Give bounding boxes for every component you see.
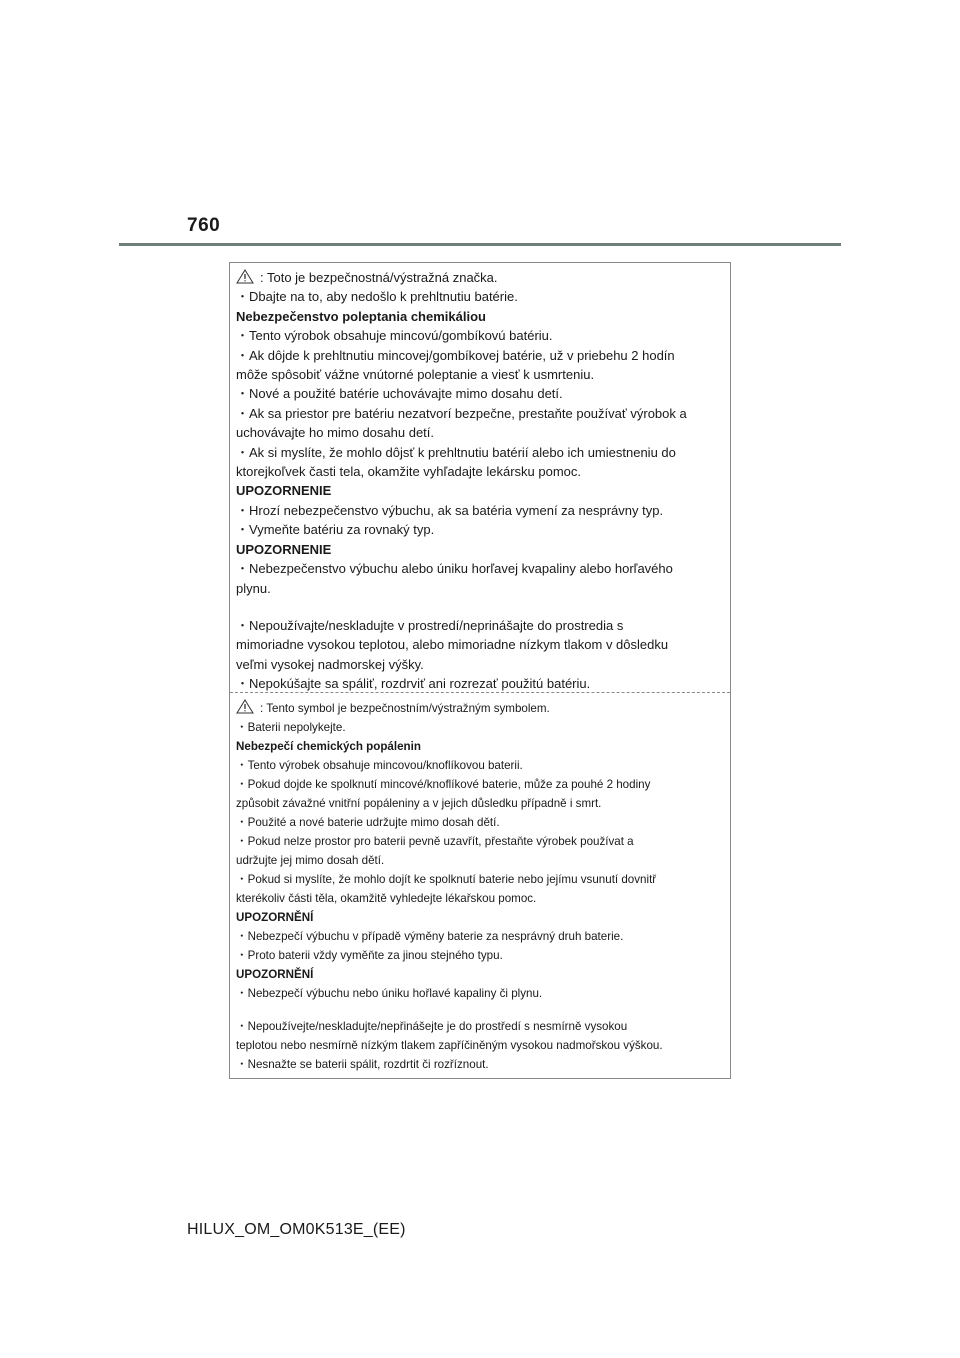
text-line: ・Nebezpečí výbuchu v případě výměny baterie za nesprávný druh baterie. [236, 930, 624, 943]
text-line: teplotou nebo nesmírně nízkým tlakem zapříčiněným vysokou nadmořskou výškou. [236, 1039, 663, 1052]
text-line: ・Tento výrobek obsahuje mincovou/knoflíkovou baterii. [236, 759, 523, 772]
sk-lines [236, 287, 711, 693]
text-line: ・Proto baterii vždy vyměňte za jinou stejného typu. [236, 949, 503, 962]
text-line: ・Ak si myslíte, že mohlo dôjsť k prehltnutiu batérií alebo ich umiestneniu do [236, 444, 676, 460]
text-line: ・Vymeňte batériu za rovnaký typ. [236, 522, 435, 538]
text-line: ・Ak sa priestor pre batériu nezatvorí bezpečne, prestaňte používať výrobok a [236, 405, 687, 421]
text-line: ・Dbajte na to, aby nedošlo k prehltnutiu batérie. [236, 289, 518, 305]
text-line: ・Ak dôjde k prehltnutiu mincovej/gombíkovej batérie, už v priebehu 2 hodín [236, 347, 675, 363]
text-line: udržujte jej mimo dosah dětí. [236, 854, 385, 867]
text-line: ・Baterii nepolykejte. [236, 721, 346, 734]
paragraph-gap [236, 1003, 711, 1017]
text-line: ・Nebezpečí výbuchu nebo úniku hořlavé kapaliny či plynu. [236, 987, 543, 1000]
text-line: ktorejkoľvek časti tela, okamžite vyhľadajte lekársku pomoc. [236, 464, 582, 480]
text-line: ・Pokud si myslíte, že mohlo dojít ke spolknutí baterie nebo jejímu vsunutí dovnitř [236, 873, 657, 886]
paragraph-gap [236, 598, 711, 616]
text-line: ・Nesnažte se baterii spálit, rozdrtit či rozříznout. [236, 1058, 489, 1071]
sk-symbol-text: : Toto je bezpečnostná/výstražná značka. [260, 270, 498, 285]
text-line: ・Nepoužívejte/neskladujte/nepřinášejte je do prostředí s nesmírně vysokou [236, 1020, 628, 1033]
warning-box-top-border [229, 262, 731, 263]
section-heading: Nebezpečenstvo poleptania chemikáliou [236, 308, 486, 324]
text-line: mimoriadne vysokou teplotou, alebo mimoriadne nízkym tlakom v dôsledku [236, 637, 669, 653]
text-line: môže spôsobiť vážne vnútorné poleptanie a viesť k usmrteniu. [236, 367, 595, 383]
text-line: způsobit závažné vnitřní popáleniny a v jejich důsledku případně i smrt. [236, 797, 602, 810]
text-line: ・Nové a použité batérie uchovávajte mimo dosahu detí. [236, 386, 563, 402]
cz-lines [236, 718, 711, 1074]
cz-symbol-line [236, 699, 711, 718]
text-line: ・Pokud dojde ke spolknutí mincové/knoflíkové baterie, může za pouhé 2 hodiny [236, 778, 651, 791]
text-line: ・Hrozí nebezpečenstvo výbuchu, ak sa batéria vymení za nesprávny typ. [236, 502, 664, 518]
slovak-section [236, 268, 711, 694]
text-line: ・Použité a nové baterie udržujte mimo dosah dětí. [236, 816, 500, 829]
text-line: ・Nepokúšajte sa spáliť, rozdrviť ani rozrezať použitú batériu. [236, 676, 591, 692]
text-line: ・Tento výrobok obsahuje mincovú/gombíkovú batériu. [236, 328, 553, 344]
warning-triangle-icon [236, 699, 254, 714]
document-footer: HILUX_OM_OM0K513E_(EE) [187, 1221, 406, 1238]
section-heading: Nebezpečí chemických popálenin [236, 740, 421, 753]
section-heading: UPOZORNENIE [236, 541, 332, 557]
czech-section [236, 699, 711, 1074]
sk-symbol-line [236, 268, 711, 287]
text-line: plynu. [236, 580, 271, 596]
section-heading: UPOZORNENIE [236, 483, 332, 499]
cz-symbol-text: : Tento symbol je bezpečnostním/výstražným symbolem. [260, 702, 550, 715]
text-line: ・Nebezpečenstvo výbuchu alebo úniku horľavej kvapaliny alebo horľavého [236, 561, 673, 577]
header-rule [119, 243, 841, 246]
section-heading: UPOZORNĚNÍ [236, 968, 314, 981]
section-heading: UPOZORNĚNÍ [236, 911, 314, 924]
warning-triangle-icon [236, 269, 254, 284]
text-line: uchovávajte ho mimo dosahu detí. [236, 425, 435, 441]
text-line: ・Pokud nelze prostor pro baterii pevně uzavřít, přestaňte výrobek používat a [236, 835, 634, 848]
page-number: 760 [187, 215, 221, 236]
text-line: veľmi vysokej nadmorskej výšky. [236, 656, 424, 672]
text-line: ・Nepoužívajte/neskladujte v prostredí/neprinášajte do prostredia s [236, 617, 624, 633]
text-line: kterékoliv části těla, okamžitě vyhledejte lékařskou pomoc. [236, 892, 537, 905]
